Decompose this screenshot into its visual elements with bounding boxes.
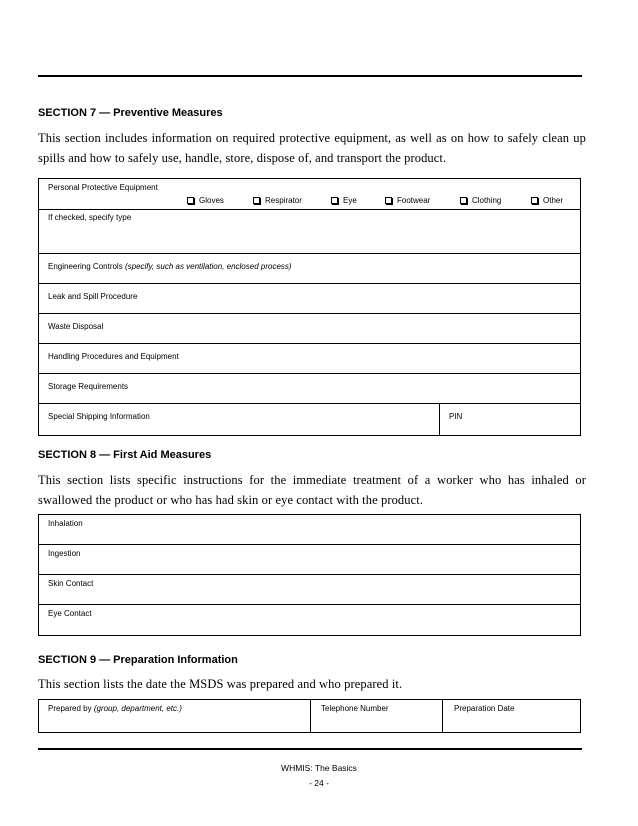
- inhalation-label: Inhalation: [48, 519, 83, 528]
- top-rule: [38, 75, 582, 77]
- section-8-description: This section lists specific instructions for the immediate treatment of a worker who has inhaled or swallowed the product or who has had skin or eye contact with the product.: [38, 473, 586, 507]
- checkbox-square-icon: [187, 197, 194, 204]
- preparation-date-label[interactable]: Preparation Date: [454, 704, 515, 713]
- skin-contact-row[interactable]: [39, 575, 580, 605]
- prepared-by-divider: [310, 700, 311, 732]
- handling-label: Handling Procedures and Equipment: [48, 352, 179, 361]
- leak-spill-row[interactable]: [39, 284, 580, 314]
- handling-row[interactable]: [39, 344, 580, 374]
- section-7-title: SECTION 7 — Preventive Measures: [38, 107, 223, 119]
- if-checked-row[interactable]: [39, 210, 580, 254]
- section-7-form: [38, 178, 581, 436]
- eye-contact-label: Eye Contact: [48, 609, 92, 618]
- leak-spill-label: Leak and Spill Procedure: [48, 292, 138, 301]
- telephone-label[interactable]: Telephone Number: [321, 704, 389, 713]
- engineering-controls-label: Engineering Controls (specify, such as ventilation, enclosed process): [48, 262, 292, 271]
- inhalation-row[interactable]: [39, 515, 580, 545]
- storage-row[interactable]: [39, 374, 580, 404]
- section-9-description: This section lists the date the MSDS was prepared and who prepared it.: [38, 677, 403, 691]
- checkbox-square-icon: [531, 197, 538, 204]
- waste-disposal-row[interactable]: [39, 314, 580, 344]
- telephone-divider: [442, 700, 443, 732]
- ingestion-label: Ingestion: [48, 549, 81, 558]
- if-checked-label: If checked, specify type: [48, 213, 132, 222]
- gloves-checkbox[interactable]: Gloves: [187, 196, 224, 205]
- ppe-label: Personal Protective Equipment: [48, 183, 158, 192]
- checkbox-square-icon: [385, 197, 392, 204]
- section-8-form: [38, 514, 581, 636]
- footer-title: WHMIS: The Basics: [281, 763, 357, 773]
- storage-label: Storage Requirements: [48, 382, 129, 391]
- respirator-checkbox[interactable]: Respirator: [253, 196, 302, 205]
- section-7-description: This section includes information on required protective equipment, as well as on how to safely clean up spills and how to safely use, handle, store, dispose of, and transport the product.: [38, 131, 586, 165]
- section-9-title: SECTION 9 — Preparation Information: [38, 654, 238, 666]
- checkbox-square-icon: [460, 197, 467, 204]
- section-8-title: SECTION 8 — First Aid Measures: [38, 449, 212, 461]
- checkbox-square-icon: [253, 197, 260, 204]
- shipping-divider: [439, 404, 440, 435]
- section-9-form: [38, 699, 581, 733]
- engineering-controls-row[interactable]: [39, 254, 580, 284]
- prepared-by-label[interactable]: Prepared by (group, department, etc.): [48, 704, 182, 713]
- ppe-row: [39, 179, 580, 210]
- bottom-rule: [38, 748, 582, 750]
- shipping-label: Special Shipping Information: [48, 412, 150, 421]
- clothing-checkbox[interactable]: Clothing: [460, 196, 501, 205]
- preparation-row: [39, 700, 580, 732]
- eye-checkbox[interactable]: Eye: [331, 196, 357, 205]
- shipping-row[interactable]: [39, 404, 580, 435]
- checkbox-square-icon: [331, 197, 338, 204]
- pin-label: PIN: [449, 412, 463, 421]
- eye-contact-row[interactable]: [39, 605, 580, 635]
- ingestion-row[interactable]: [39, 545, 580, 575]
- skin-contact-label: Skin Contact: [48, 579, 94, 588]
- footwear-checkbox[interactable]: Footwear: [385, 196, 430, 205]
- waste-disposal-label: Waste Disposal: [48, 322, 104, 331]
- other-checkbox[interactable]: Other: [531, 196, 563, 205]
- page-number: - 24 -: [309, 778, 329, 788]
